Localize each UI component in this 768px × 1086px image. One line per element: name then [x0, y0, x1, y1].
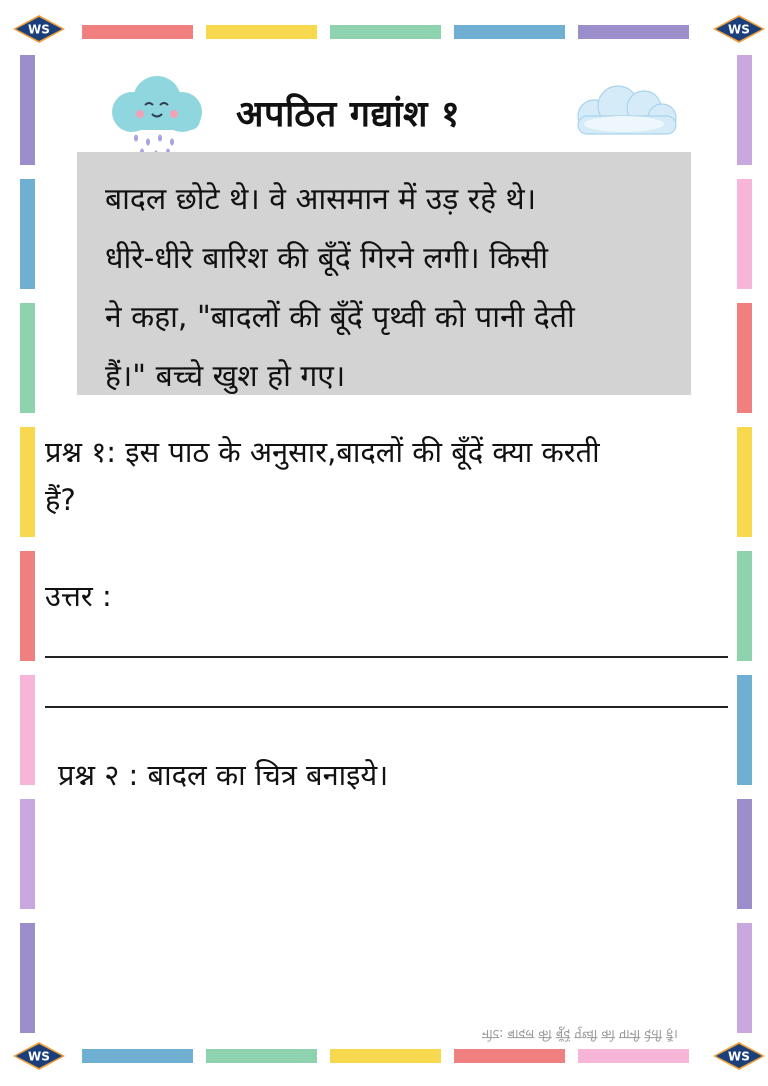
passage-line: बादल छोटे थे। वे आसमान में उड़ रहे थे। [105, 182, 537, 217]
border-bar-top-2 [206, 25, 317, 39]
border-bar-bottom-2 [206, 1049, 317, 1063]
svg-text:WS: WS [728, 22, 750, 37]
worksheet-title: अपठित गद्यांश १ [236, 94, 461, 135]
border-bar-bottom-3 [330, 1049, 441, 1063]
border-bar-left-1 [20, 55, 35, 165]
question-1-line-1: प्रश्न १: इस पाठ के अनुसार,बादलों की बूँदें क्या करती [45, 435, 600, 469]
question-1-line-2: हैं? [45, 483, 76, 517]
answer-line-2[interactable] [45, 706, 728, 708]
border-bar-bottom-4 [454, 1049, 565, 1063]
ws-logo-top-right [712, 14, 766, 44]
border-bar-right-7 [737, 799, 752, 909]
passage-line: हैं।" बच्चे खुश हो गए। [105, 359, 346, 394]
answer-line-1[interactable] [45, 656, 728, 658]
border-bar-right-5 [737, 551, 752, 661]
border-bar-left-6 [20, 675, 35, 785]
answer-label: उत्तर : [45, 579, 112, 613]
question-2: प्रश्न २ : बादल का चित्र बनाइये। [58, 758, 389, 792]
border-bar-left-4 [20, 427, 35, 537]
border-bar-right-2 [737, 179, 752, 289]
ws-logo-top-left [12, 14, 66, 44]
border-bar-right-6 [737, 675, 752, 785]
border-bar-left-2 [20, 179, 35, 289]
question-1 [45, 428, 715, 524]
border-bar-left-3 [20, 303, 35, 413]
border-bar-right-1 [737, 55, 752, 165]
ws-logo-bottom-right [712, 1041, 766, 1071]
border-bar-top-4 [454, 25, 565, 39]
footer-note: नोट: बादल की बूँदें पृथ्वी को पानी देती हैं। [482, 1026, 678, 1041]
border-bar-right-8 [737, 923, 752, 1033]
svg-text:WS: WS [728, 1049, 750, 1064]
border-bar-right-3 [737, 303, 752, 413]
ws-logo-bottom-left [12, 1041, 66, 1071]
border-bar-top-1 [82, 25, 193, 39]
border-bar-left-5 [20, 551, 35, 661]
border-bar-right-4 [737, 427, 752, 537]
passage-line: धीरे-धीरे बारिश की बूँदें गिरने लगी। किसी [105, 241, 549, 276]
passage-box [77, 152, 691, 395]
cloud-icon [564, 80, 684, 142]
border-bar-bottom-5 [578, 1049, 689, 1063]
border-bar-left-7 [20, 799, 35, 909]
border-bar-left-8 [20, 923, 35, 1033]
svg-text:WS: WS [28, 1049, 50, 1064]
border-bar-top-5 [578, 25, 689, 39]
border-bar-bottom-1 [82, 1049, 193, 1063]
passage-text [105, 170, 680, 406]
svg-text:WS: WS [28, 22, 50, 37]
border-bar-top-3 [330, 25, 441, 39]
passage-line: ने कहा, "बादलों की बूँदें पृथ्वी को पानी देती [105, 300, 575, 335]
